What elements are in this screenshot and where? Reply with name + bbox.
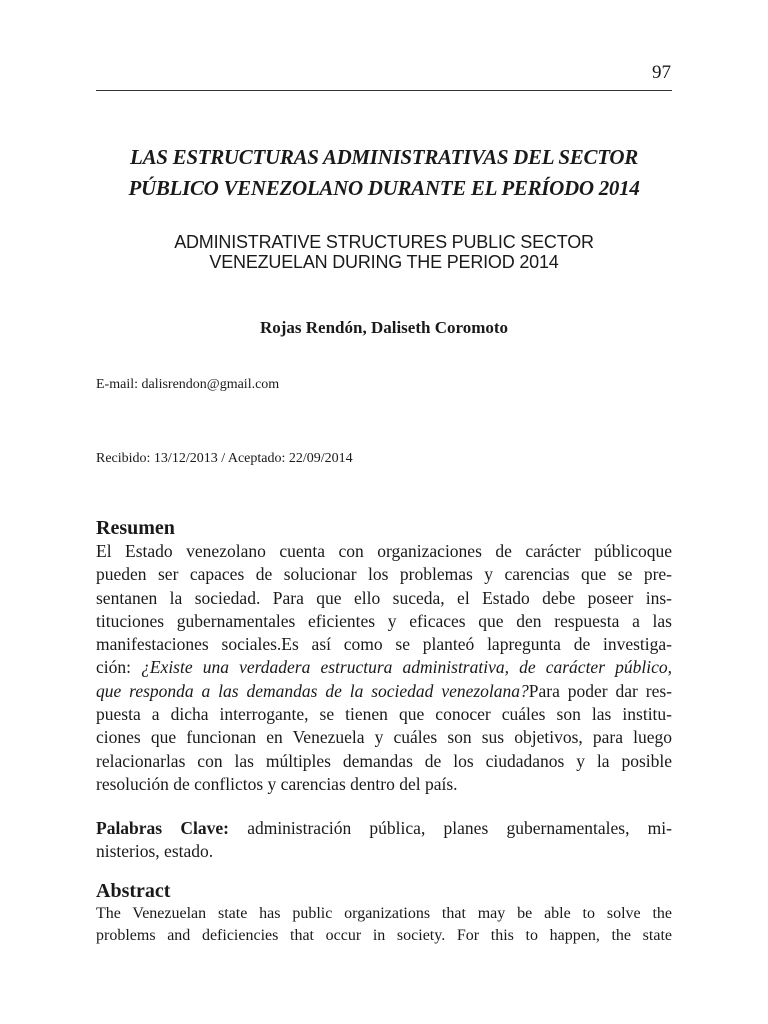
resumen-heading: Resumen [96,517,175,539]
author-email: E-mail: dalisrendon@gmail.com [96,377,280,392]
title-english-line-1: ADMINISTRATIVE STRUCTURES PUBLIC SECTOR [174,232,594,252]
keywords [96,817,672,864]
resumen-line: ciones que funcionan en Venezuela y cuáles son sus objetivos, para luego [96,727,672,748]
abstract-heading: Abstract [96,880,171,902]
abstract-body [96,903,672,947]
keywords-text-1: administración pública, planes gubernamentales, mi- [228,818,672,838]
resumen-line: resolución de conflictos y carencias dentro del país. [96,773,458,794]
keywords-label: Palabras Clave: [96,818,229,838]
keywords-line-1 [96,817,672,840]
title-english-line-2: VENEZUELAN DURING THE PERIOD 2014 [209,252,559,272]
abstract-line: problems and deficiencies that occur in society. For this to happen, the state [96,927,672,944]
title-spanish-line-2: PÚBLICO VENEZOLANO DURANTE EL PERÍODO 2014 [128,176,640,200]
title-spanish-line-1: LAS ESTRUCTURAS ADMINISTRATIVAS DEL SECTOR [130,145,638,169]
research-question-part-2: que responda a las demandas de la sociedad venezolana? [96,680,529,701]
resumen-line: El Estado venezolano cuenta con organizaciones de carácter públicoque [96,541,672,561]
research-question-part-1: ¿Existe una verdadera estructura administrativa, de carácter público, [141,657,672,678]
resumen-line: pueden ser capaces de solucionar los problemas y carencias que se pre- [96,564,672,585]
resumen-line: puesta a dicha interrogante, se tienen que conocer cuáles son las institu- [96,704,672,725]
abstract-line: The Venezuelan state has public organizations that may be able to solve the [96,905,672,922]
header-rule [96,90,672,91]
resumen-line: relacionarlas con las múltiples demandas de los ciudadanos y la posible [96,750,672,771]
author-name: Rojas Rendón, Daliseth Coromoto [259,318,509,337]
resumen-line-6-prefix: ción: [96,657,142,678]
resumen-body [96,540,672,796]
received-accepted-dates: Recibido: 13/12/2013 / Aceptado: 22/09/2014 [96,451,353,466]
resumen-line-7-suffix: Para poder dar res- [528,680,672,701]
resumen-line: sentanen la sociedad. Para que ello suceda, el Estado debe poseer ins- [96,587,672,608]
resumen-line: tituciones gubernamentales eficientes y eficaces que den respuesta a las [96,610,672,631]
title-spanish [96,142,672,204]
resumen-line [96,656,672,679]
page-number: 97 [652,62,671,83]
keywords-line-2: nisterios, estado. [96,841,214,862]
title-english [96,232,672,272]
resumen-line [96,680,672,703]
resumen-line: manifestaciones sociales.Es así como se planteó lapregunta de investiga- [96,634,672,655]
